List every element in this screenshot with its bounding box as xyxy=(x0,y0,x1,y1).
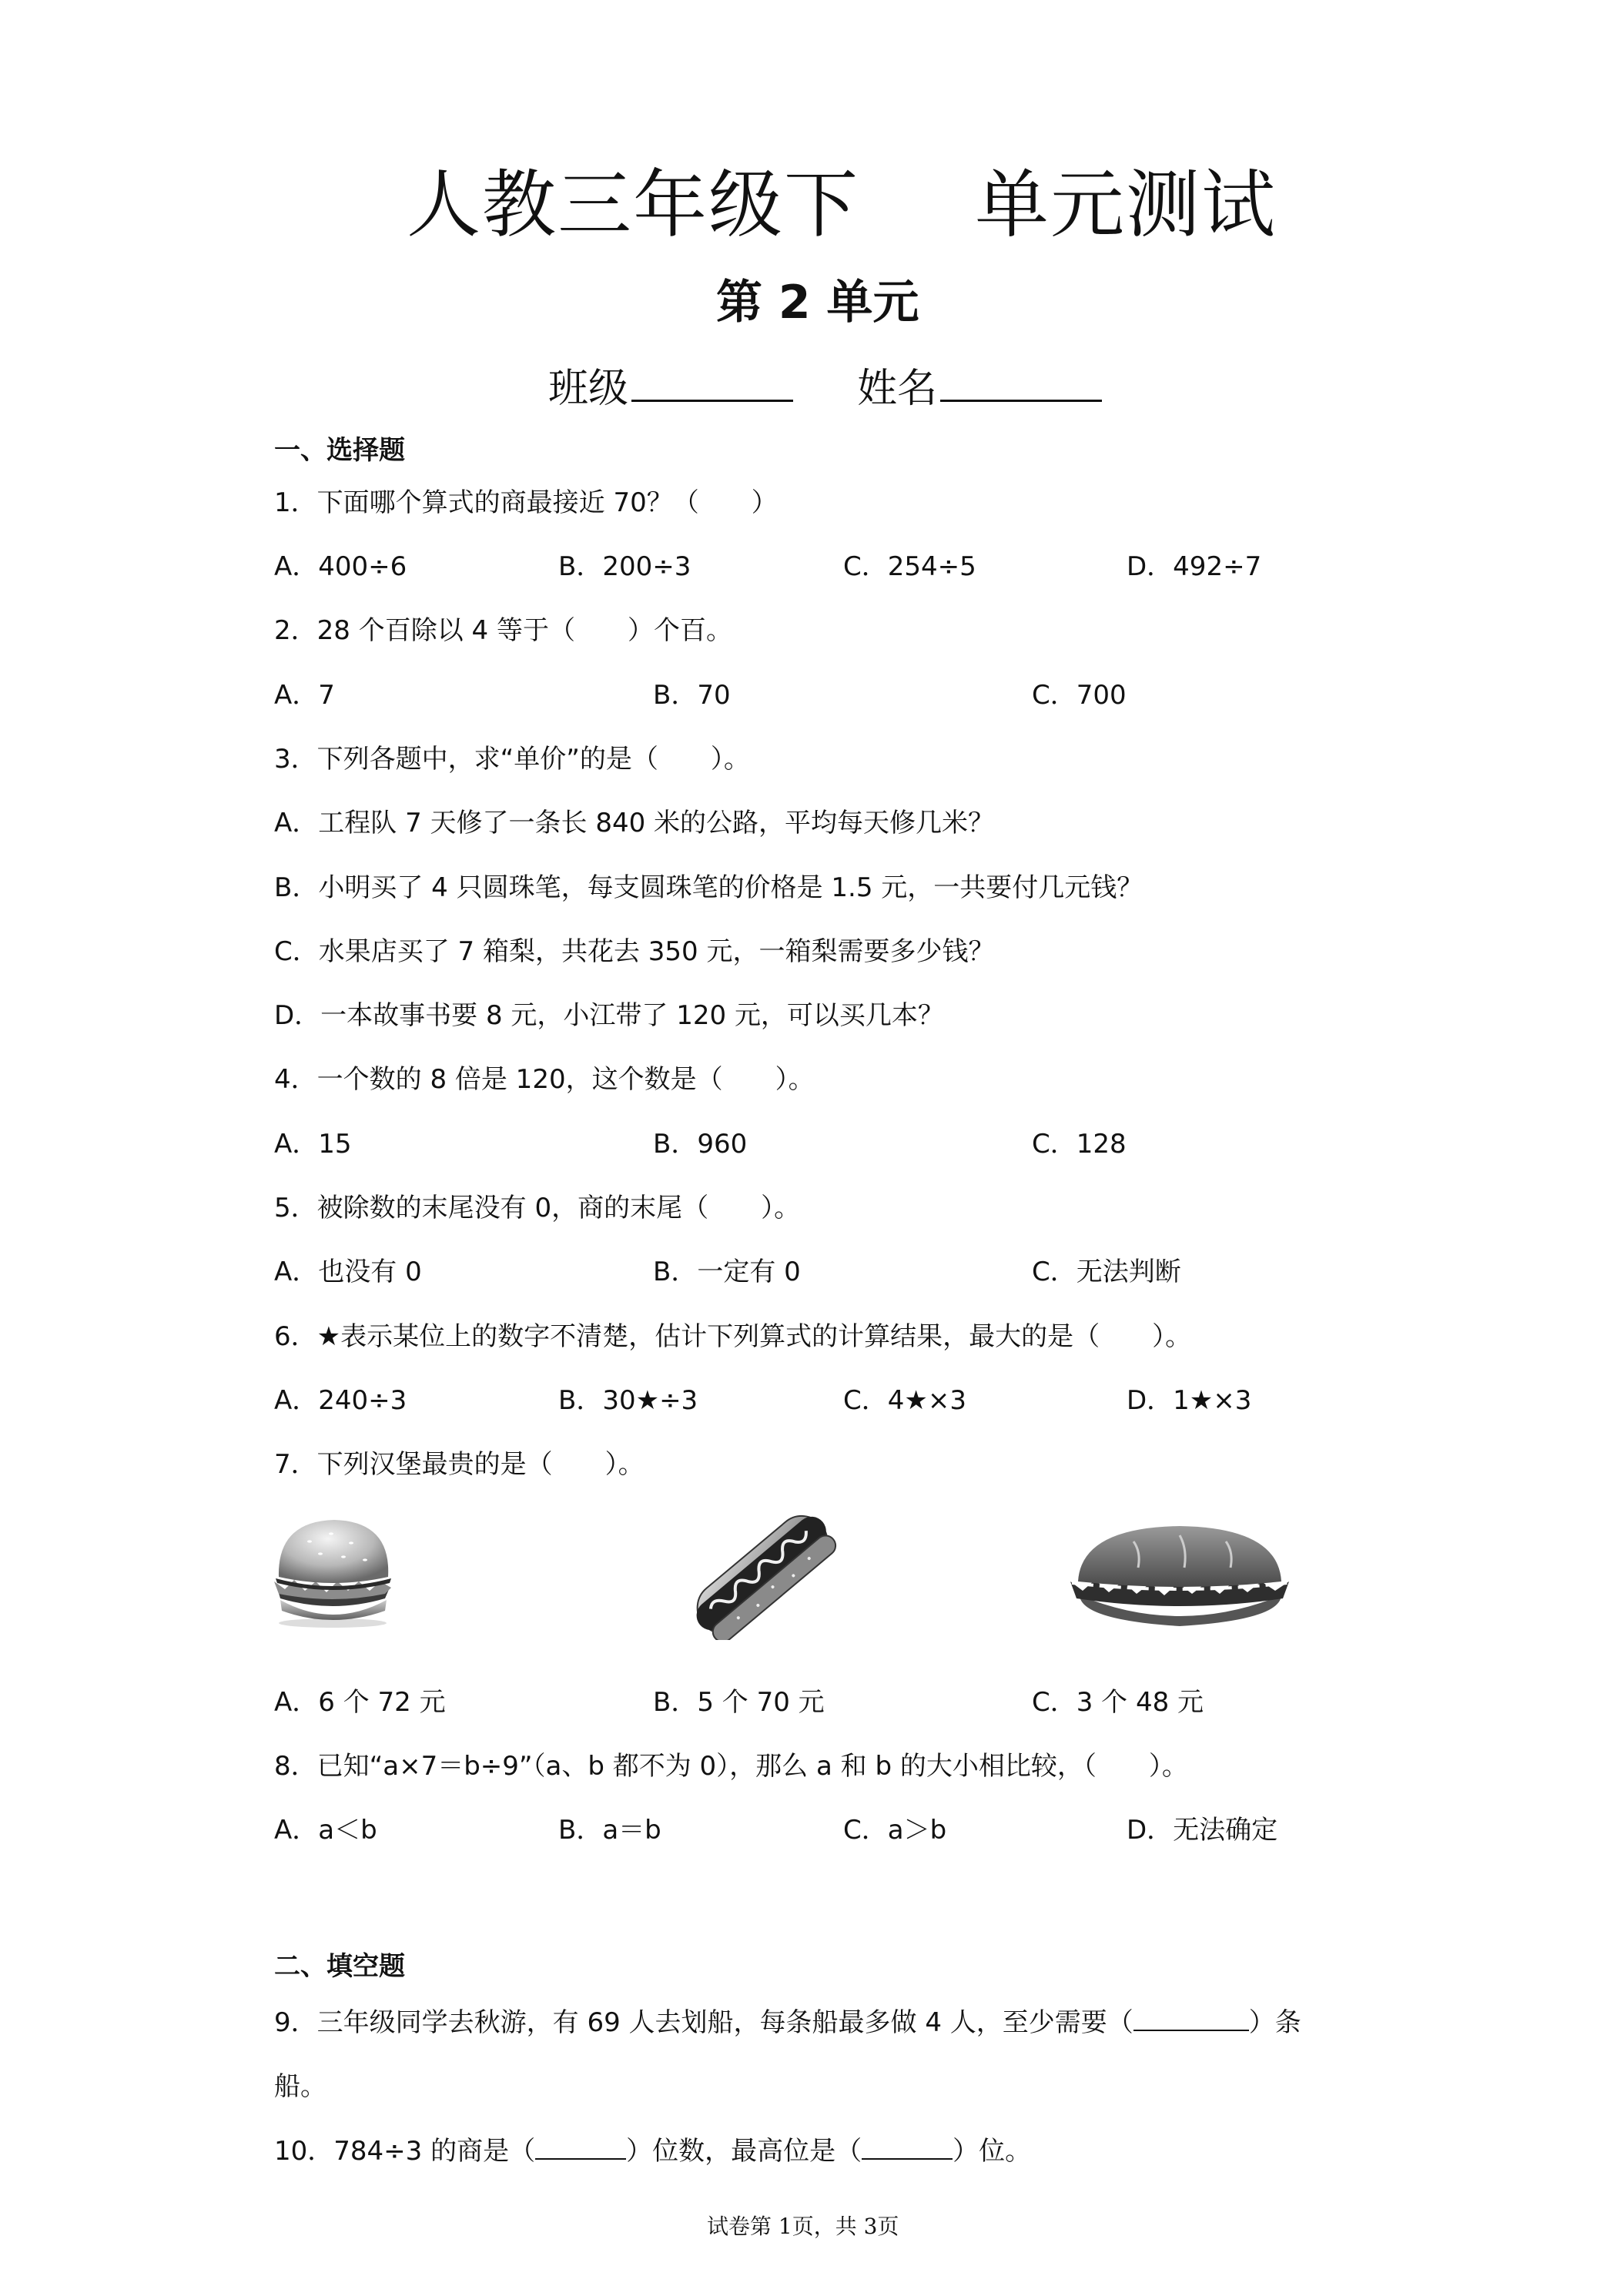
q10-text-3: ）位。 xyxy=(953,2136,1032,2167)
q4-option-b[interactable]: B．960 xyxy=(653,1129,748,1160)
title-left: 人教三年级下 xyxy=(407,162,859,248)
q8-option-a[interactable]: A．a＜b xyxy=(274,1815,377,1846)
question-5: 5．被除数的末尾没有 0，商的末尾（ ）。 xyxy=(274,1193,801,1223)
title-right: 单元测试 xyxy=(975,162,1277,248)
q1-option-a[interactable]: A．400÷6 xyxy=(274,551,407,582)
class-name-line xyxy=(548,356,1102,413)
q2-option-b[interactable]: B．70 xyxy=(653,680,731,711)
question-3: 3．下列各题中，求“单价”的是（ ）。 xyxy=(274,744,750,775)
q8-option-d[interactable]: D．无法确定 xyxy=(1127,1815,1278,1846)
question-8: 8．已知“a×7＝b÷9”（a、b 都不为 0），那么 a 和 b 的大小相比较，（ ）。 xyxy=(274,1751,1188,1782)
q8-option-b[interactable]: B．a＝b xyxy=(558,1815,661,1846)
question-10 xyxy=(274,2130,1031,2167)
section-heading-choice: 一、选择题 xyxy=(274,435,405,466)
q3-option-b[interactable]: B．小明买了 4 只圆珠笔，每支圆珠笔的价格是 1.5 元，一共要付几元钱？ xyxy=(274,872,1143,903)
q10-text-2: ）位数，最高位是（ xyxy=(626,2136,862,2167)
q7-option-b[interactable]: B．5 个 70 元 xyxy=(653,1687,825,1718)
q5-option-b[interactable]: B．一定有 0 xyxy=(653,1257,801,1287)
hamburger-icon xyxy=(270,1514,400,1629)
q10-blank-2[interactable] xyxy=(862,2135,953,2160)
q4-option-c[interactable]: C．128 xyxy=(1032,1129,1127,1160)
name-blank[interactable] xyxy=(940,363,1102,402)
q3-option-d[interactable]: D．一本故事书要 8 元，小江带了 120 元，可以买几本？ xyxy=(274,1000,944,1031)
q5-option-a[interactable]: A．也没有 0 xyxy=(274,1257,422,1287)
q6-option-c[interactable]: C．4★×3 xyxy=(843,1385,966,1416)
page-title xyxy=(407,146,1277,252)
q1-option-c[interactable]: C．254÷5 xyxy=(843,551,976,582)
q9-blank[interactable] xyxy=(1133,2006,1249,2031)
question-6: 6．★表示某位上的数字不清楚，估计下列算式的计算结果，最大的是（ ）。 xyxy=(274,1321,1192,1352)
q6-option-b[interactable]: B．30★÷3 xyxy=(558,1385,698,1416)
q10-blank-1[interactable] xyxy=(535,2135,626,2160)
q4-option-a[interactable]: A．15 xyxy=(274,1129,352,1160)
q1-option-b[interactable]: B．200÷3 xyxy=(558,551,691,582)
class-label: 班级 xyxy=(548,366,629,412)
name-label: 姓名 xyxy=(857,366,938,412)
q5-option-c[interactable]: C．无法判断 xyxy=(1032,1257,1181,1287)
q6-option-a[interactable]: A．240÷3 xyxy=(274,1385,407,1416)
question-2: 2．28 个百除以 4 等于（ ）个百。 xyxy=(274,615,732,646)
q2-option-c[interactable]: C．700 xyxy=(1032,680,1127,711)
q10-text-1: 10．784÷3 的商是（ xyxy=(274,2136,536,2167)
q8-option-c[interactable]: C．a＞b xyxy=(843,1815,947,1846)
q2-option-a[interactable]: A．7 xyxy=(274,680,335,711)
q3-option-c[interactable]: C．水果店买了 7 箱梨，共花去 350 元，一箱梨需要多少钱？ xyxy=(274,936,995,967)
q1-option-d[interactable]: D．492÷7 xyxy=(1127,551,1262,582)
q7-option-c[interactable]: C．3 个 48 元 xyxy=(1032,1687,1204,1718)
section-heading-fill: 二、填空题 xyxy=(274,1951,405,1982)
question-4: 4．一个数的 8 倍是 120，这个数是（ ）。 xyxy=(274,1064,815,1095)
question-7: 7．下列汉堡最贵的是（ ）。 xyxy=(274,1449,645,1480)
q6-option-d[interactable]: D．1★×3 xyxy=(1127,1385,1252,1416)
q7-option-a[interactable]: A．6 个 72 元 xyxy=(274,1687,446,1718)
question-1: 1．下面哪个算式的商最接近 70？（ ） xyxy=(274,487,778,518)
question-9 xyxy=(274,2001,1301,2039)
class-blank[interactable] xyxy=(631,363,793,402)
hotdog-icon xyxy=(678,1501,847,1640)
q9-text-1: 9．三年级同学去秋游，有 69 人去划船，每条船最多做 4 人，至少需要（ xyxy=(274,2007,1133,2038)
page-footer: 试卷第 1页，共 3页 xyxy=(707,2214,899,2239)
sandwich-icon xyxy=(1064,1521,1295,1629)
question-9-line2: 船。 xyxy=(274,2071,326,2102)
q3-option-a[interactable]: A．工程队 7 天修了一条长 840 米的公路，平均每天修几米？ xyxy=(274,808,995,838)
unit-subtitle: 第 2 单元 xyxy=(716,276,919,330)
q9-text-2: ）条 xyxy=(1248,2007,1301,2038)
